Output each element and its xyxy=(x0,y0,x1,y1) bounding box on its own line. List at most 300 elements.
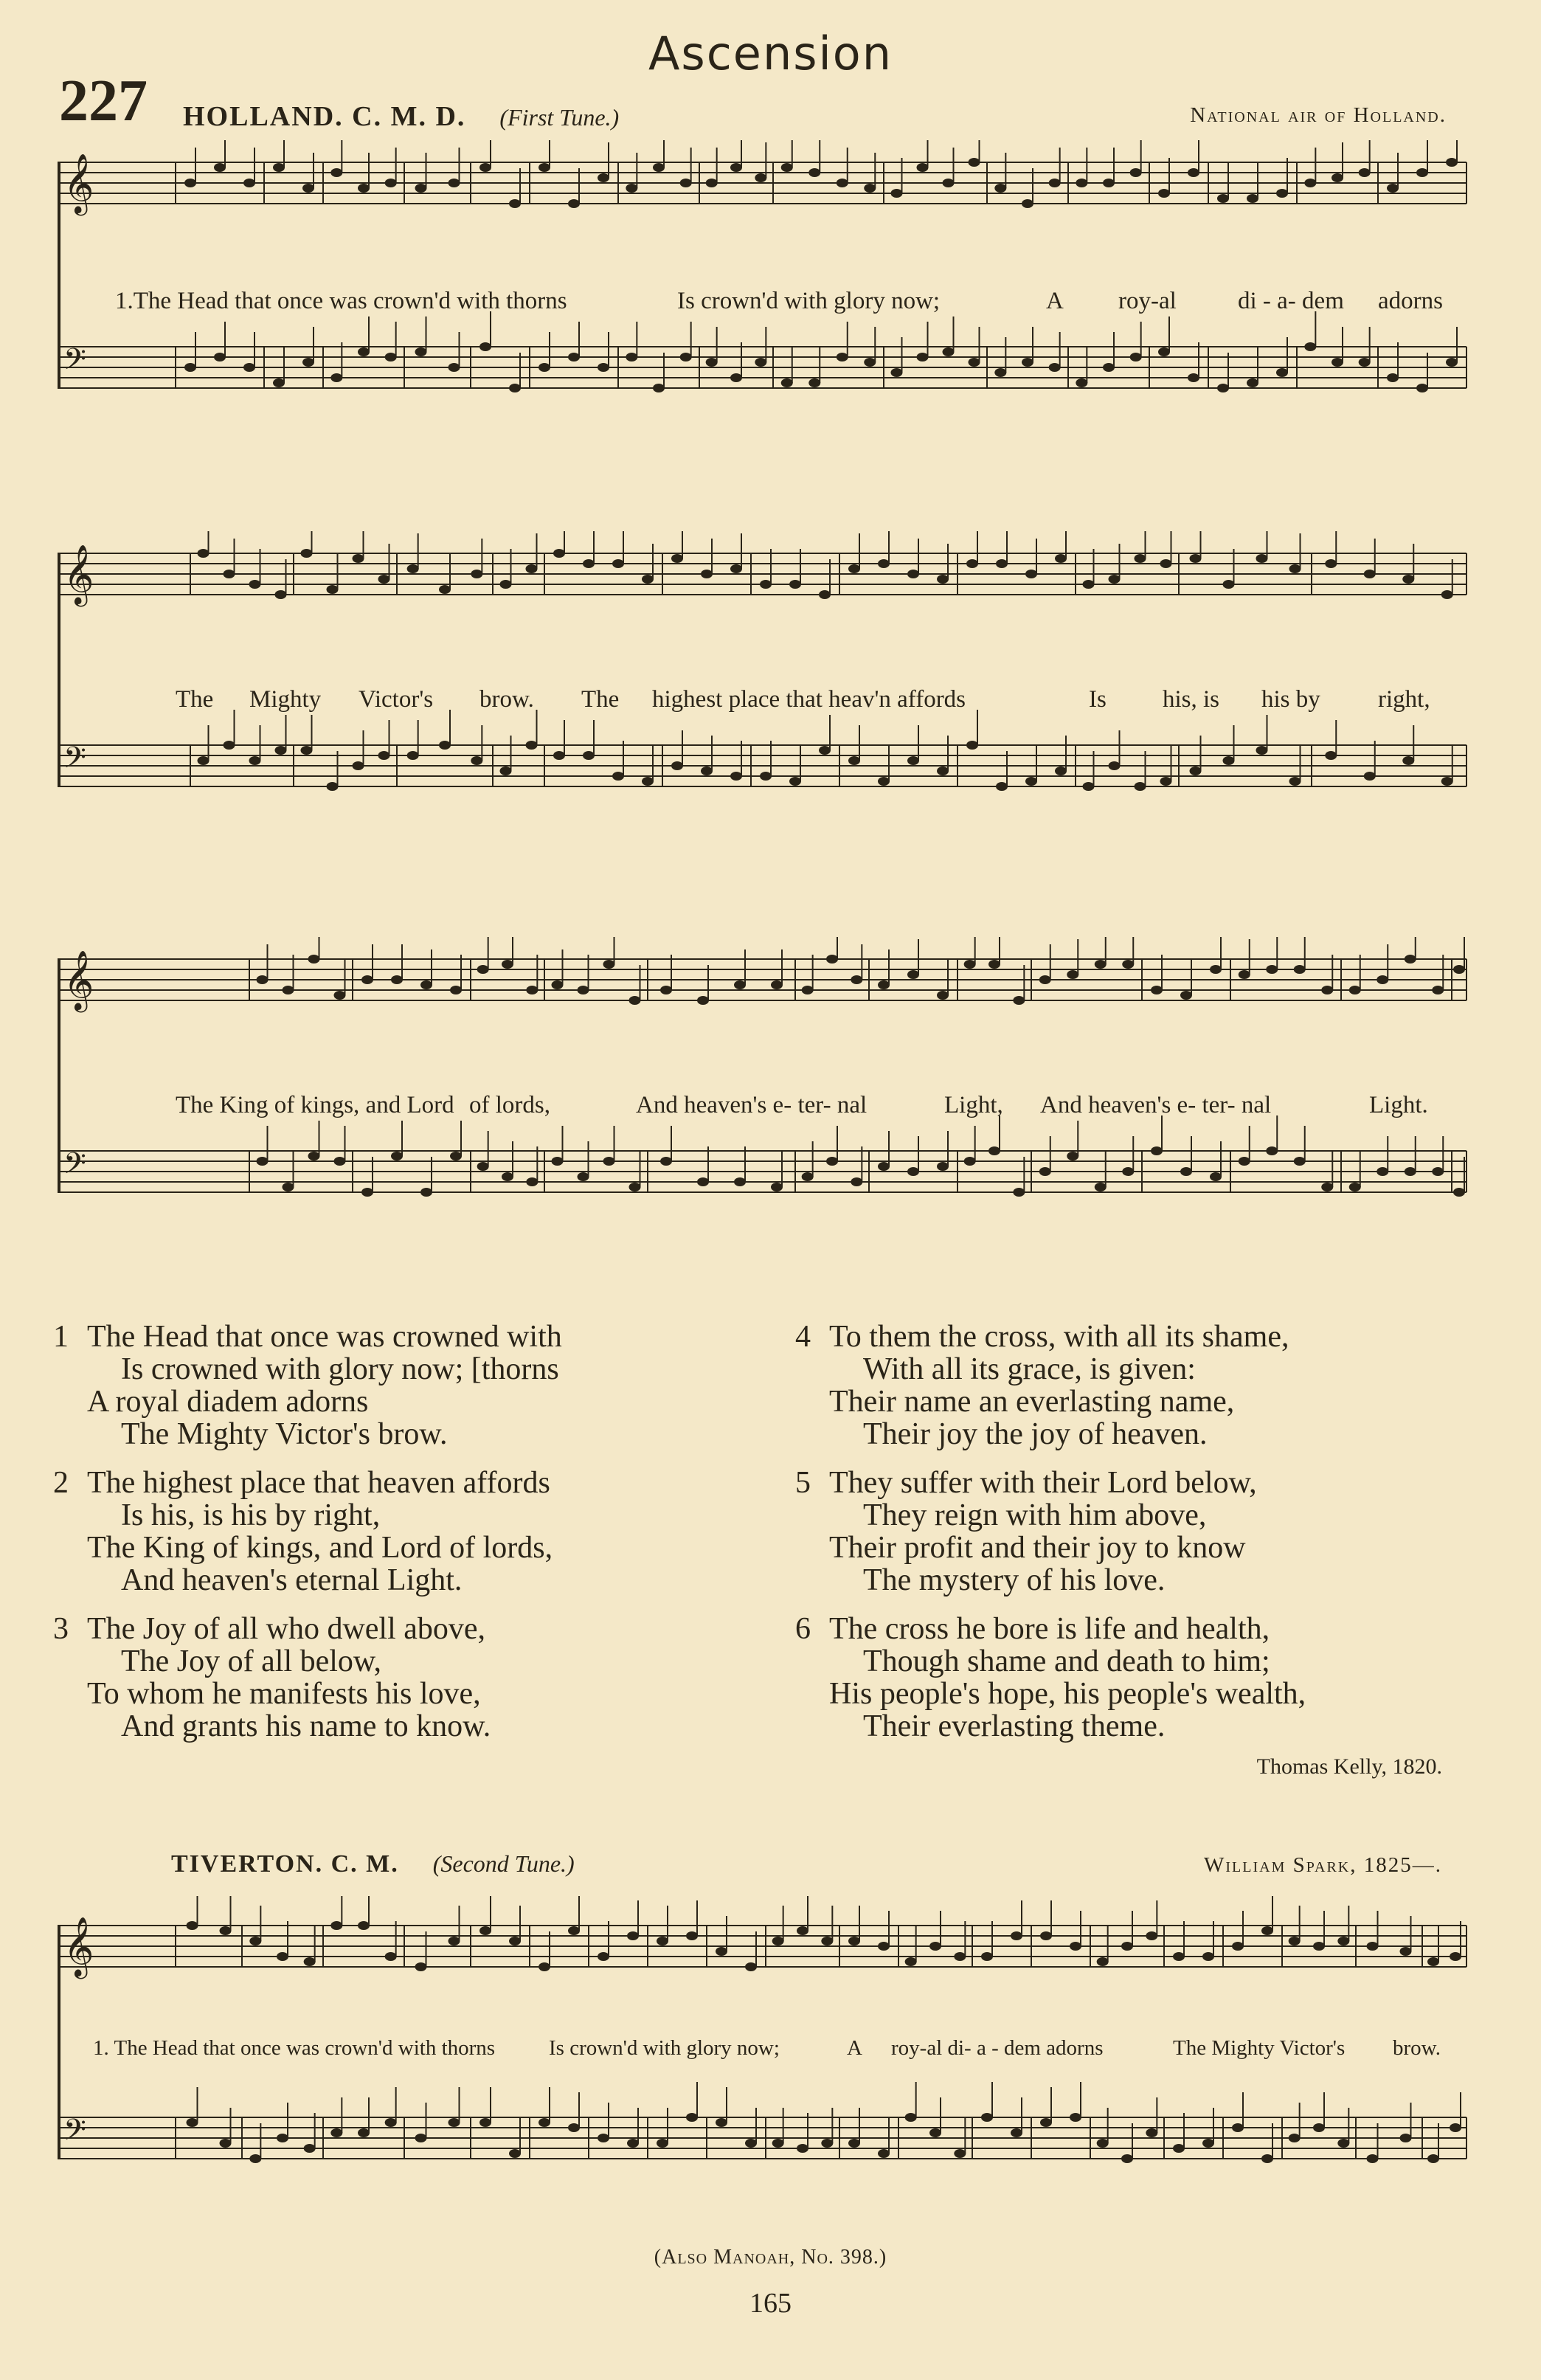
note-head xyxy=(198,756,209,765)
note-head xyxy=(929,2128,941,2137)
note-head xyxy=(1453,1188,1465,1197)
note-head xyxy=(1103,363,1115,372)
note-head xyxy=(477,1162,489,1171)
note-head xyxy=(680,179,692,187)
note-head xyxy=(502,960,513,969)
note-head xyxy=(730,163,742,172)
note-head xyxy=(755,358,766,367)
lyric-text: brow. xyxy=(1393,2036,1441,2060)
note-head xyxy=(1402,756,1414,765)
note-head xyxy=(819,590,831,599)
note-head xyxy=(808,168,820,177)
note-head xyxy=(626,353,637,362)
note-head xyxy=(308,1152,320,1160)
verse-number: 4 xyxy=(795,1320,811,1354)
note-head xyxy=(1039,975,1051,984)
lyric-text: right, xyxy=(1378,686,1430,713)
verse-number: 6 xyxy=(795,1612,811,1646)
note-head xyxy=(917,163,929,172)
note-head xyxy=(1432,986,1444,994)
hymn-number: 227 xyxy=(59,69,148,134)
verse-number: 3 xyxy=(53,1612,69,1646)
lyric-text: 1.The Head that once was crown'd with thorns xyxy=(115,288,567,314)
note-head xyxy=(220,2139,232,2148)
note-head xyxy=(954,2149,966,2158)
note-head xyxy=(1256,554,1268,563)
note-head xyxy=(1294,1157,1306,1166)
note-head xyxy=(1261,2154,1273,2163)
note-head xyxy=(257,1157,269,1166)
note-head xyxy=(1416,384,1428,392)
note-head xyxy=(1158,347,1170,356)
note-head xyxy=(526,564,538,573)
note-head xyxy=(1402,575,1414,584)
note-head xyxy=(981,2113,993,2122)
verse-line: The Joy of all below, xyxy=(121,1644,382,1678)
note-head xyxy=(1055,554,1067,563)
note-head xyxy=(802,986,814,994)
verse-line: Their everlasting theme. xyxy=(863,1709,1166,1743)
verse-line: His people's hope, his people's wealth, xyxy=(829,1677,1306,1711)
note-head xyxy=(745,2139,757,2148)
note-head xyxy=(220,1926,232,1935)
note-head xyxy=(937,1162,949,1171)
note-head xyxy=(353,761,364,770)
note-head xyxy=(1232,2123,1244,2132)
note-head xyxy=(1313,2123,1325,2132)
note-head xyxy=(277,2134,288,2142)
note-head xyxy=(969,358,980,367)
note-head xyxy=(1359,358,1371,367)
note-head xyxy=(1276,368,1288,377)
note-head xyxy=(1239,1157,1250,1166)
note-head xyxy=(917,353,929,362)
note-head xyxy=(1400,2134,1412,2142)
note-head xyxy=(627,1931,639,1940)
verse-2 xyxy=(53,1467,761,1597)
note-head xyxy=(755,173,766,182)
note-head xyxy=(583,559,595,568)
note-head xyxy=(1387,184,1399,193)
note-head xyxy=(1450,2123,1461,2132)
note-head xyxy=(385,353,397,362)
note-head xyxy=(1095,960,1107,969)
lyric-text: Light. xyxy=(1369,1092,1428,1118)
note-head xyxy=(439,741,451,750)
verse-line: The highest place that heaven affords xyxy=(87,1466,550,1500)
verse-line: The Joy of all who dwell above, xyxy=(87,1612,486,1646)
treble-clef-icon: 𝄞 xyxy=(63,949,94,1010)
note-head xyxy=(660,1157,672,1166)
note-head xyxy=(1013,1188,1025,1197)
note-head xyxy=(1405,1167,1416,1176)
note-head xyxy=(937,575,949,584)
note-head xyxy=(1304,179,1316,187)
note-head xyxy=(771,980,783,989)
note-head xyxy=(996,782,1008,791)
note-head xyxy=(450,1152,462,1160)
note-head xyxy=(1135,554,1146,563)
note-head xyxy=(1083,580,1095,589)
note-head xyxy=(1011,2128,1022,2137)
verses-right xyxy=(795,1321,1481,1759)
note-head xyxy=(509,199,521,208)
note-head xyxy=(772,2139,784,2148)
music-system-3 xyxy=(58,937,1472,1276)
note-head xyxy=(1441,777,1453,786)
note-head xyxy=(283,1183,294,1191)
note-head xyxy=(1405,955,1416,964)
note-head xyxy=(327,585,339,594)
lyric-text: brow. xyxy=(479,686,534,713)
note-head xyxy=(415,184,427,193)
note-head xyxy=(988,960,1000,969)
note-head xyxy=(249,580,261,589)
note-head xyxy=(706,179,718,187)
note-head xyxy=(730,772,742,781)
note-head xyxy=(1121,1942,1133,1951)
note-head xyxy=(603,960,615,969)
note-head xyxy=(969,158,980,167)
lyric-text: highest place that heav'n affords xyxy=(652,686,966,713)
note-head xyxy=(864,184,876,193)
note-head xyxy=(327,782,339,791)
lyric-text: Mighty xyxy=(249,686,322,713)
note-head xyxy=(819,746,831,755)
verses-left xyxy=(53,1321,761,1759)
note-head xyxy=(851,1177,862,1186)
note-head xyxy=(1188,373,1199,382)
note-head xyxy=(330,2128,342,2137)
note-head xyxy=(378,575,390,584)
lyric-text: Victor's xyxy=(359,686,434,713)
note-head xyxy=(905,1957,917,1966)
verse-line: The mystery of his love. xyxy=(863,1563,1166,1597)
note-head xyxy=(943,179,955,187)
note-head xyxy=(1446,158,1458,167)
note-head xyxy=(407,751,419,760)
note-head xyxy=(420,1188,432,1197)
note-head xyxy=(243,179,255,187)
note-head xyxy=(257,975,269,984)
note-head xyxy=(1367,1942,1379,1951)
note-head xyxy=(330,168,342,177)
note-head xyxy=(249,2154,261,2163)
note-head xyxy=(716,2118,727,2127)
note-head xyxy=(653,163,665,172)
verse-line: Is his, is his by right, xyxy=(121,1498,381,1532)
note-head xyxy=(539,363,550,372)
note-head xyxy=(568,353,580,362)
note-head xyxy=(1109,761,1121,770)
lyric-text: And heaven's e- ter- nal xyxy=(1040,1092,1272,1118)
verse-line: They suffer with their Lord below, xyxy=(829,1466,1257,1500)
note-head xyxy=(184,179,196,187)
note-head xyxy=(988,1146,1000,1155)
note-head xyxy=(1294,965,1306,974)
music-system-4 xyxy=(58,1896,1472,2221)
lyric-text: The King of kings, and Lord xyxy=(176,1092,454,1118)
note-head xyxy=(1276,189,1288,198)
note-head xyxy=(1266,1146,1278,1155)
note-head xyxy=(716,1947,727,1956)
note-head xyxy=(509,1937,521,1945)
tune-note: (Second Tune.) xyxy=(432,1850,575,1877)
note-head xyxy=(184,363,196,372)
note-head xyxy=(1109,575,1121,584)
note-head xyxy=(361,975,373,984)
verse-line: With all its grace, is given: xyxy=(863,1352,1196,1386)
note-head xyxy=(671,554,683,563)
note-head xyxy=(1416,168,1428,177)
note-head xyxy=(1325,751,1337,760)
verse-line: The Mighty Victor's brow. xyxy=(121,1417,448,1451)
note-head xyxy=(1013,996,1025,1005)
note-head xyxy=(358,1921,370,1930)
music-system-1 xyxy=(58,140,1472,465)
note-head xyxy=(1217,384,1229,392)
note-head xyxy=(391,1152,403,1160)
note-head xyxy=(851,975,862,984)
note-head xyxy=(821,2139,833,2148)
note-head xyxy=(1188,168,1199,177)
note-head xyxy=(781,378,793,387)
note-head xyxy=(826,955,838,964)
note-head xyxy=(878,777,890,786)
verse-line: And heaven's eternal Light. xyxy=(121,1563,463,1597)
note-head xyxy=(1223,756,1235,765)
note-head xyxy=(449,363,460,372)
note-head xyxy=(334,991,346,1000)
lyric-text: A xyxy=(1046,288,1064,314)
note-head xyxy=(308,955,320,964)
treble-clef-icon: 𝄞 xyxy=(63,544,94,604)
note-head xyxy=(1151,986,1163,994)
note-head xyxy=(706,358,718,367)
lyric-text: di - a- dem xyxy=(1238,288,1344,314)
note-head xyxy=(1097,1957,1109,1966)
verse-number: 1 xyxy=(53,1320,69,1354)
verse-line: The King of kings, and Lord of lords, xyxy=(87,1531,553,1565)
verse-line: Their name an everlasting name, xyxy=(829,1385,1235,1419)
note-head xyxy=(568,1926,580,1935)
note-head xyxy=(1427,2154,1439,2163)
note-head xyxy=(1158,189,1170,198)
note-head xyxy=(1337,2139,1349,2148)
note-head xyxy=(598,2134,609,2142)
note-head xyxy=(1223,580,1235,589)
note-head xyxy=(385,1952,397,1961)
note-head xyxy=(1095,1183,1107,1191)
note-head xyxy=(697,1177,709,1186)
tune-name: TIVERTON. C. M. xyxy=(171,1850,399,1878)
note-head xyxy=(553,549,565,558)
note-head xyxy=(568,199,580,208)
note-head xyxy=(686,1931,698,1940)
note-head xyxy=(657,2139,668,2148)
verse-number: 2 xyxy=(53,1466,69,1500)
tune-header-2 xyxy=(171,1850,575,1878)
lyric-text: Is crown'd with glory now; xyxy=(677,288,941,314)
note-head xyxy=(797,1926,808,1935)
note-head xyxy=(385,179,397,187)
note-head xyxy=(1210,965,1222,974)
note-head xyxy=(243,363,255,372)
verse-line: And grants his name to know. xyxy=(121,1709,491,1743)
note-head xyxy=(224,570,235,578)
note-head xyxy=(891,189,903,198)
note-head xyxy=(275,590,287,599)
note-head xyxy=(821,1937,833,1945)
note-head xyxy=(734,980,746,989)
treble-clef-icon: 𝄞 xyxy=(63,1916,94,1976)
note-head xyxy=(730,564,742,573)
note-head xyxy=(1349,1183,1361,1191)
note-head xyxy=(1173,1952,1185,1961)
note-head xyxy=(1070,2113,1081,2122)
note-head xyxy=(353,554,364,563)
verse-line: To whom he manifests his love, xyxy=(87,1677,481,1711)
note-head xyxy=(187,2118,198,2127)
note-head xyxy=(848,1937,860,1945)
note-head xyxy=(878,1162,890,1171)
note-head xyxy=(1202,2139,1214,2148)
note-head xyxy=(789,777,801,786)
note-head xyxy=(1210,1172,1222,1181)
note-head xyxy=(1076,179,1087,187)
note-head xyxy=(249,756,261,765)
note-head xyxy=(277,1952,288,1961)
note-head xyxy=(479,2118,491,2127)
note-head xyxy=(479,1926,491,1935)
note-head xyxy=(981,1952,993,1961)
note-head xyxy=(802,1172,814,1181)
note-head xyxy=(760,580,772,589)
lyric-text: Is crown'd with glory now; xyxy=(549,2036,780,2060)
lyric-text: roy-al di- a - dem adorns xyxy=(891,2036,1104,2060)
lyric-text: The xyxy=(581,686,620,713)
note-head xyxy=(1011,1931,1022,1940)
note-head xyxy=(449,1937,460,1945)
note-head xyxy=(526,1177,538,1186)
note-head xyxy=(1049,363,1061,372)
note-head xyxy=(954,1952,966,1961)
note-head xyxy=(1067,970,1078,979)
note-head xyxy=(1376,1167,1388,1176)
note-head xyxy=(680,353,692,362)
note-head xyxy=(629,1183,641,1191)
note-head xyxy=(479,163,491,172)
note-head xyxy=(361,1188,373,1197)
bass-clef-icon: 𝄢 xyxy=(63,1146,86,1188)
note-head xyxy=(1304,342,1316,351)
tune-note: (First Tune.) xyxy=(499,104,620,131)
note-head xyxy=(1332,173,1343,182)
note-head xyxy=(1160,559,1172,568)
note-head xyxy=(730,373,742,382)
note-head xyxy=(1097,2139,1109,2148)
note-head xyxy=(273,378,285,387)
note-head xyxy=(552,980,564,989)
note-head xyxy=(1376,975,1388,984)
note-head xyxy=(358,347,370,356)
note-head xyxy=(937,991,949,1000)
note-head xyxy=(626,184,637,193)
note-head xyxy=(1446,358,1458,367)
lyric-text: 1. The Head that once was crown'd with thorns xyxy=(93,2036,496,2060)
note-head xyxy=(439,585,451,594)
note-head xyxy=(848,564,860,573)
lyric-text: of lords, xyxy=(469,1092,550,1118)
note-head xyxy=(1289,777,1301,786)
tune-name: HOLLAND. C. M. D. xyxy=(183,101,466,132)
note-head xyxy=(214,353,226,362)
note-head xyxy=(1151,1146,1163,1155)
note-head xyxy=(598,173,609,182)
note-head xyxy=(471,570,482,578)
lyric-text: his by xyxy=(1261,686,1320,713)
verse-line: The cross he bore is life and health, xyxy=(829,1612,1270,1646)
note-head xyxy=(449,179,460,187)
note-head xyxy=(1146,2128,1157,2137)
note-head xyxy=(781,163,793,172)
note-head xyxy=(653,384,665,392)
verse-1 xyxy=(53,1321,761,1450)
note-head xyxy=(1135,782,1146,791)
lyric-text: his, is xyxy=(1163,686,1220,713)
note-head xyxy=(1022,199,1033,208)
note-head xyxy=(1321,986,1333,994)
note-head xyxy=(907,970,919,979)
note-head xyxy=(273,163,285,172)
note-head xyxy=(358,2128,370,2137)
note-head xyxy=(1122,1167,1134,1176)
note-head xyxy=(301,746,313,755)
note-head xyxy=(1146,1931,1157,1940)
note-head xyxy=(330,373,342,382)
note-head xyxy=(826,1157,838,1166)
verse-line: They reign with him above, xyxy=(863,1498,1207,1532)
music-system-2 xyxy=(58,531,1472,848)
note-head xyxy=(657,1937,668,1945)
verse-3 xyxy=(53,1613,761,1743)
note-head xyxy=(1450,1952,1461,1961)
note-head xyxy=(929,1942,941,1951)
lyric-text: roy-al xyxy=(1118,288,1177,314)
note-head xyxy=(509,384,521,392)
note-head xyxy=(1025,570,1037,578)
note-head xyxy=(627,2139,639,2148)
note-head xyxy=(1076,378,1087,387)
lyric-text: adorns xyxy=(1378,288,1443,314)
note-head xyxy=(966,559,978,568)
note-head xyxy=(1025,777,1037,786)
note-head xyxy=(583,751,595,760)
note-head xyxy=(187,1921,198,1930)
note-head xyxy=(1337,1937,1349,1945)
note-head xyxy=(837,353,848,362)
note-head xyxy=(1453,965,1465,974)
note-head xyxy=(1022,358,1033,367)
note-head xyxy=(198,549,209,558)
note-head xyxy=(994,184,1006,193)
note-head xyxy=(937,767,949,775)
note-head xyxy=(378,751,390,760)
note-head xyxy=(407,564,419,573)
note-head xyxy=(1160,777,1172,786)
note-head xyxy=(808,378,820,387)
verse-line: A royal diadem adorns xyxy=(87,1385,369,1419)
